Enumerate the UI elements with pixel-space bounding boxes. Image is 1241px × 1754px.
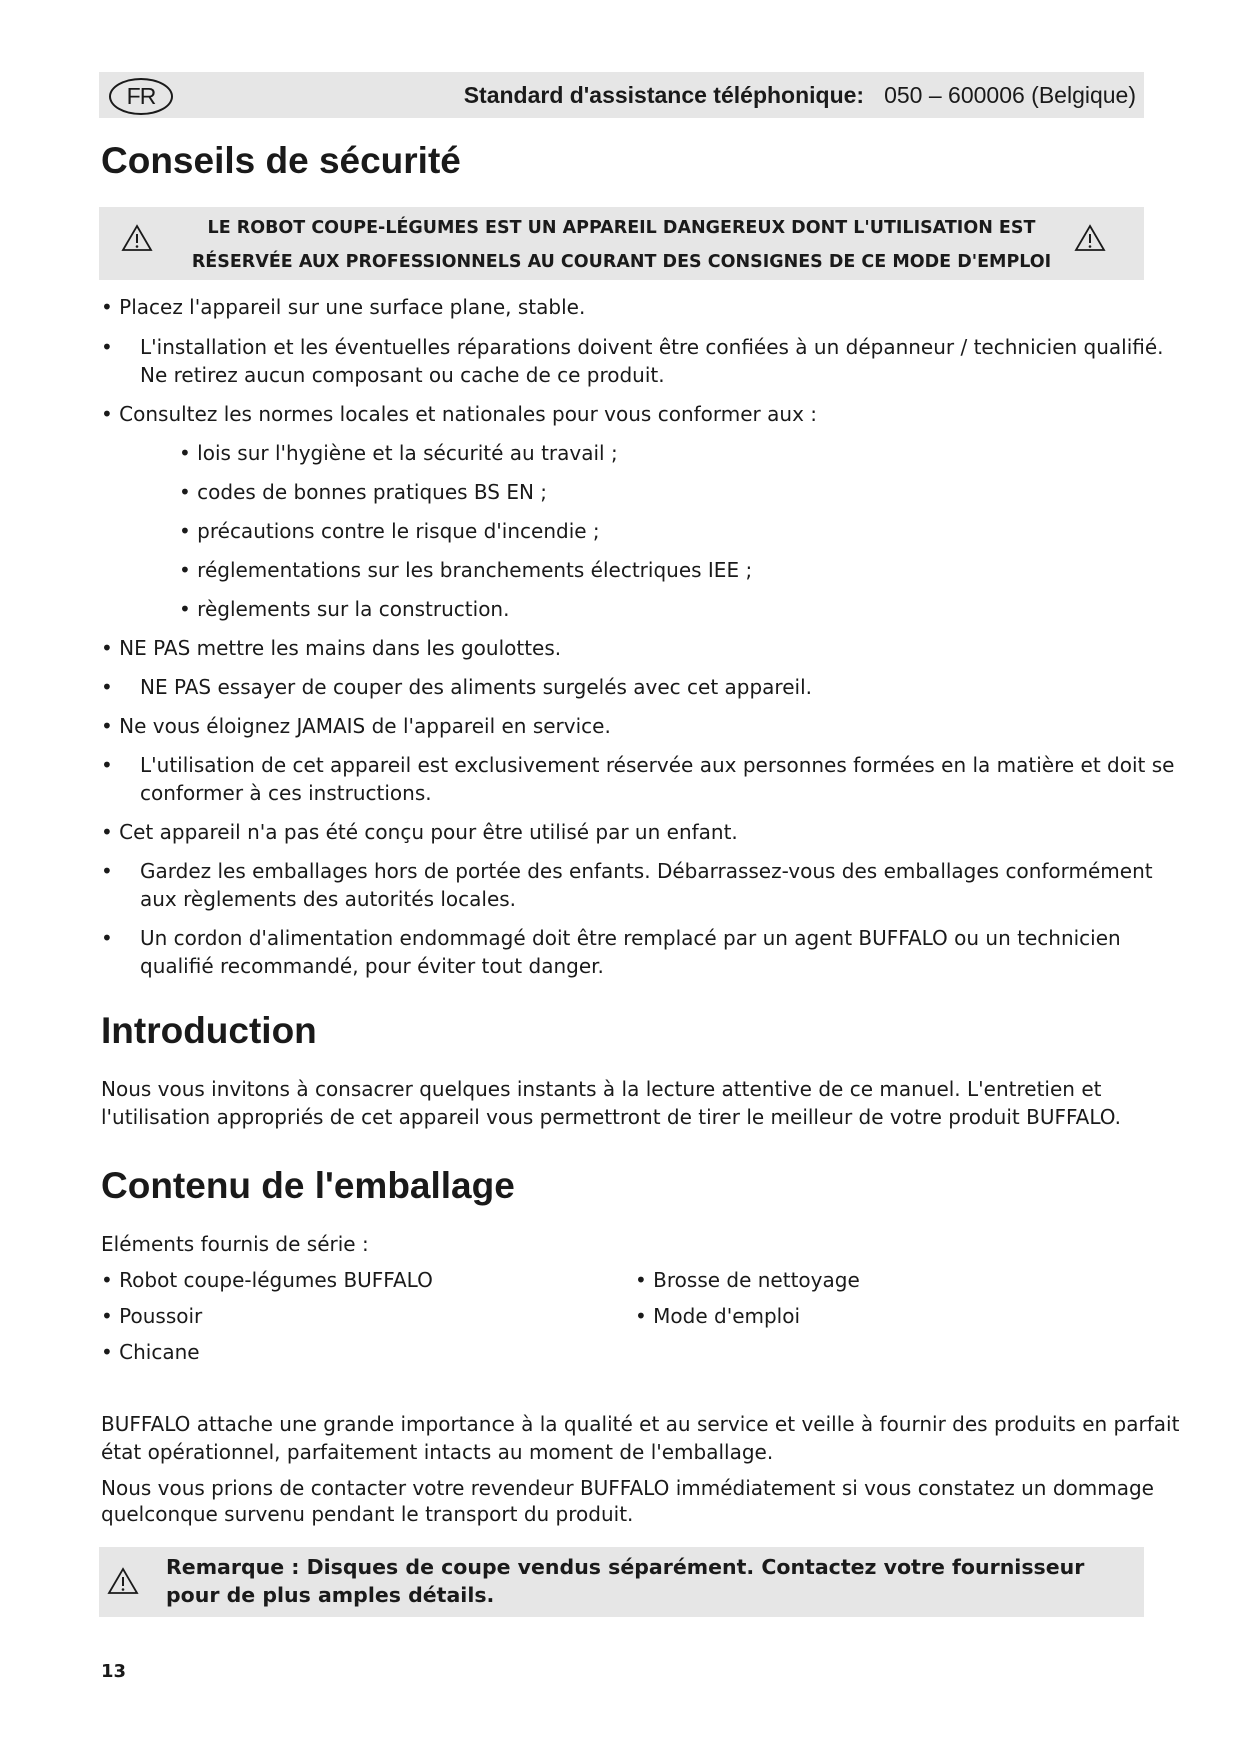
contents-item: • Robot coupe-légumes BUFFALO	[101, 1268, 433, 1292]
note-box	[99, 1547, 1144, 1617]
contents-title: Contenu de l'emballage	[101, 1165, 515, 1206]
list-item: • Cet appareil n'a pas été conçu pour être utilisé par un enfant.	[101, 820, 738, 844]
sub-list-item: • lois sur l'hygiène et la sécurité au travail ;	[179, 441, 618, 465]
page-number: 13	[101, 1661, 127, 1682]
sub-list-item: • réglementations sur les branchements électriques IEE ;	[179, 558, 753, 582]
introduction-line: l'utilisation appropriés de cet appareil vous permettront de tirer le meilleur de votre produit BUFFALO.	[101, 1105, 1122, 1129]
list-item: • L'utilisation de cet appareil est exclusivement réservée aux personnes formées en la matière et doit se	[101, 753, 1175, 777]
contents-item: • Mode d'emploi	[635, 1304, 801, 1328]
support-phone-label: Standard d'assistance téléphonique:	[463, 82, 865, 108]
contents-item: • Poussoir	[101, 1304, 203, 1328]
safety-title: Conseils de sécurité	[101, 140, 461, 181]
list-item-continuation: conformer à ces instructions.	[140, 781, 432, 805]
contents-item: • Chicane	[101, 1340, 200, 1364]
sub-list-item: • précautions contre le risque d'incendie ;	[179, 519, 600, 543]
sub-list-item: • codes de bonnes pratiques BS EN ;	[179, 480, 548, 504]
warning-triangle-icon	[1074, 224, 1106, 252]
list-item-continuation: aux règlements des autorités locales.	[140, 887, 517, 911]
contents-item: • Brosse de nettoyage	[635, 1268, 860, 1292]
safety-warning-line: LE ROBOT COUPE-LÉGUMES EST UN APPAREIL DANGEREUX DONT L'UTILISATION EST	[207, 218, 1036, 238]
list-item: • Ne vous éloignez JAMAIS de l'appareil en service.	[101, 714, 611, 738]
introduction-line: Nous vous invitons à consacrer quelques instants à la lecture attentive de ce manuel. L'entretien et	[101, 1077, 1102, 1101]
list-item: • Gardez les emballages hors de portée des enfants. Débarrassez-vous des emballages conformément	[101, 859, 1153, 883]
language-badge: FR	[109, 78, 173, 115]
list-item: • Placez l'appareil sur une surface plane, stable.	[101, 295, 586, 319]
warning-triangle-icon	[107, 1567, 139, 1595]
introduction-title: Introduction	[101, 1010, 317, 1051]
list-item: • Consultez les normes locales et nationales pour vous conformer aux :	[101, 402, 817, 426]
contents-intro: Eléments fournis de série :	[101, 1232, 369, 1256]
safety-warning-box	[99, 207, 1144, 280]
damage-paragraph-line: quelconque survenu pendant le transport du produit.	[101, 1502, 634, 1526]
sub-list-item: • règlements sur la construction.	[179, 597, 510, 621]
support-phone-line	[464, 72, 1136, 118]
safety-warning-text	[99, 211, 1144, 279]
note-text: Remarque : Disques de coupe vendus séparément. Contactez votre fournisseur pour de plus amples détails.	[166, 1555, 1085, 1607]
list-item: • NE PAS mettre les mains dans les goulottes.	[101, 636, 562, 660]
safety-warning-line: RÉSERVÉE AUX PROFESSIONNELS AU COURANT DES CONSIGNES DE CE MODE D'EMPLOI	[191, 252, 1052, 272]
list-item-continuation: qualifié recommandé, pour éviter tout danger.	[140, 954, 604, 978]
list-item: • Un cordon d'alimentation endommagé doit être remplacé par un agent BUFFALO ou un technicien	[101, 926, 1121, 950]
damage-paragraph-line: Nous vous prions de contacter votre revendeur BUFFALO immédiatement si vous constatez un dommage	[101, 1476, 1154, 1500]
quality-paragraph-line: état opérationnel, parfaitement intacts au moment de l'emballage.	[101, 1440, 774, 1464]
quality-paragraph-line: BUFFALO attache une grande importance à la qualité et au service et veille à fournir des produits en parfait	[101, 1412, 1180, 1436]
list-item-continuation: Ne retirez aucun composant ou cache de ce produit.	[140, 363, 665, 387]
header-bar	[99, 72, 1144, 118]
list-item: • L'installation et les éventuelles réparations doivent être confiées à un dépanneur / technicien qualifié.	[101, 335, 1164, 359]
list-item: • NE PAS essayer de couper des aliments surgelés avec cet appareil.	[101, 675, 812, 699]
support-phone-number: 050 – 600006 (Belgique)	[884, 82, 1136, 108]
